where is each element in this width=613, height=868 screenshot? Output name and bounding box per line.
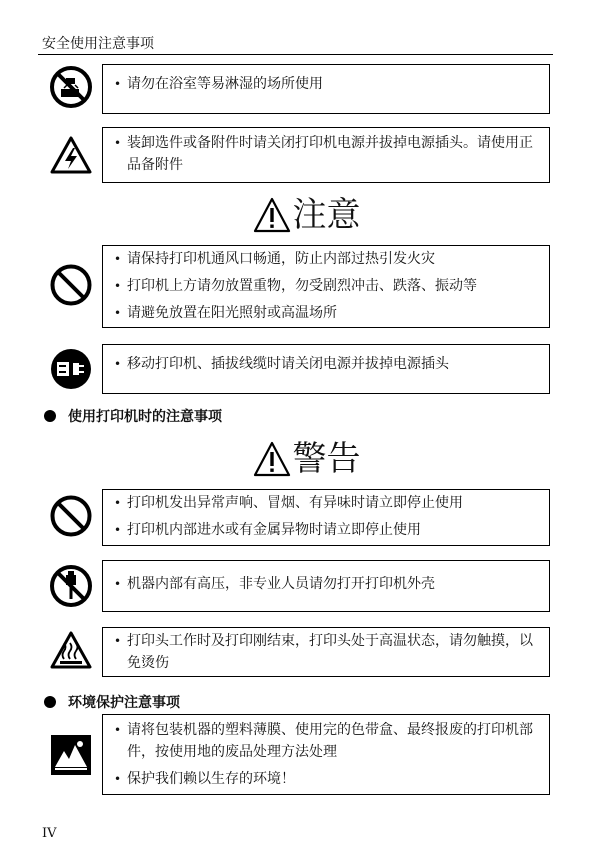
notice-item: • 保护我们赖以生存的环境！ [113, 768, 541, 790]
prohibited-icon [49, 263, 93, 307]
notice-item: • 打印头工作时及打印刚结束，打印头处于高温状态，请勿触摸，以免烫伤 [113, 630, 541, 674]
hot-surface-icon [49, 629, 93, 673]
section-heading-text: 环境保护注意事项 [68, 695, 180, 711]
notice-box-3 [102, 245, 550, 328]
page-number: IV [42, 826, 57, 841]
notice-item: • 请勿在浴室等易淋湿的场所使用 [113, 73, 541, 95]
bullet-dot [44, 696, 56, 708]
notice-box-4 [102, 344, 550, 394]
notice-box-8 [102, 714, 550, 795]
notice-item: • 打印机内部进水或有金属异物时请立即停止使用 [113, 519, 541, 541]
bullet-dot [44, 410, 56, 422]
no-wet-place-icon [49, 65, 93, 109]
no-disassembly-icon [49, 564, 93, 608]
environment-icon [49, 733, 93, 777]
caution-banner-text: 注意 [292, 195, 361, 235]
notice-item: • 请将包装机器的塑料薄膜、使用完的色带盒、最终报废的打印机部件，按使用地的废品处理方法处理 [113, 719, 541, 763]
notice-box-6 [102, 560, 550, 612]
header-divider [38, 54, 553, 55]
notice-item: • 机器内部有高压，非专业人员请勿打开打印机外壳 [113, 573, 541, 595]
section-heading-text: 使用打印机时的注意事项 [68, 409, 222, 425]
warning-banner [0, 437, 613, 479]
notice-box-5 [102, 489, 550, 546]
notice-item: • 请避免放置在阳光照射或高温场所 [113, 302, 541, 324]
page-header-title: 安全使用注意事项 [42, 36, 154, 52]
caution-triangle-icon [253, 197, 291, 233]
caution-banner [0, 193, 613, 235]
warning-banner-text: 警告 [292, 439, 361, 479]
notice-box-2 [102, 127, 550, 183]
notice-item: • 打印机发出异常声响、冒烟、有异味时请立即停止使用 [113, 492, 541, 514]
unplug-icon [49, 347, 93, 391]
notice-box-7 [102, 627, 550, 677]
notice-box-1 [102, 64, 550, 114]
notice-item: • 移动打印机、插拔线缆时请关闭电源并拔掉电源插头 [113, 353, 541, 375]
caution-triangle-icon [253, 441, 291, 477]
prohibited-icon [49, 494, 93, 538]
section-heading-usage [44, 406, 222, 426]
notice-item: • 打印机上方请勿放置重物，勿受剧烈冲击、跌落、振动等 [113, 275, 541, 297]
notice-item: • 装卸选件或备附件时请关闭打印机电源并拔掉电源插头。请使用正品备附件 [113, 132, 541, 176]
notice-item: • 请保持打印机通风口畅通，防止内部过热引发火灾 [113, 248, 541, 270]
electric-shock-icon [49, 134, 93, 178]
section-heading-environment [44, 692, 180, 712]
